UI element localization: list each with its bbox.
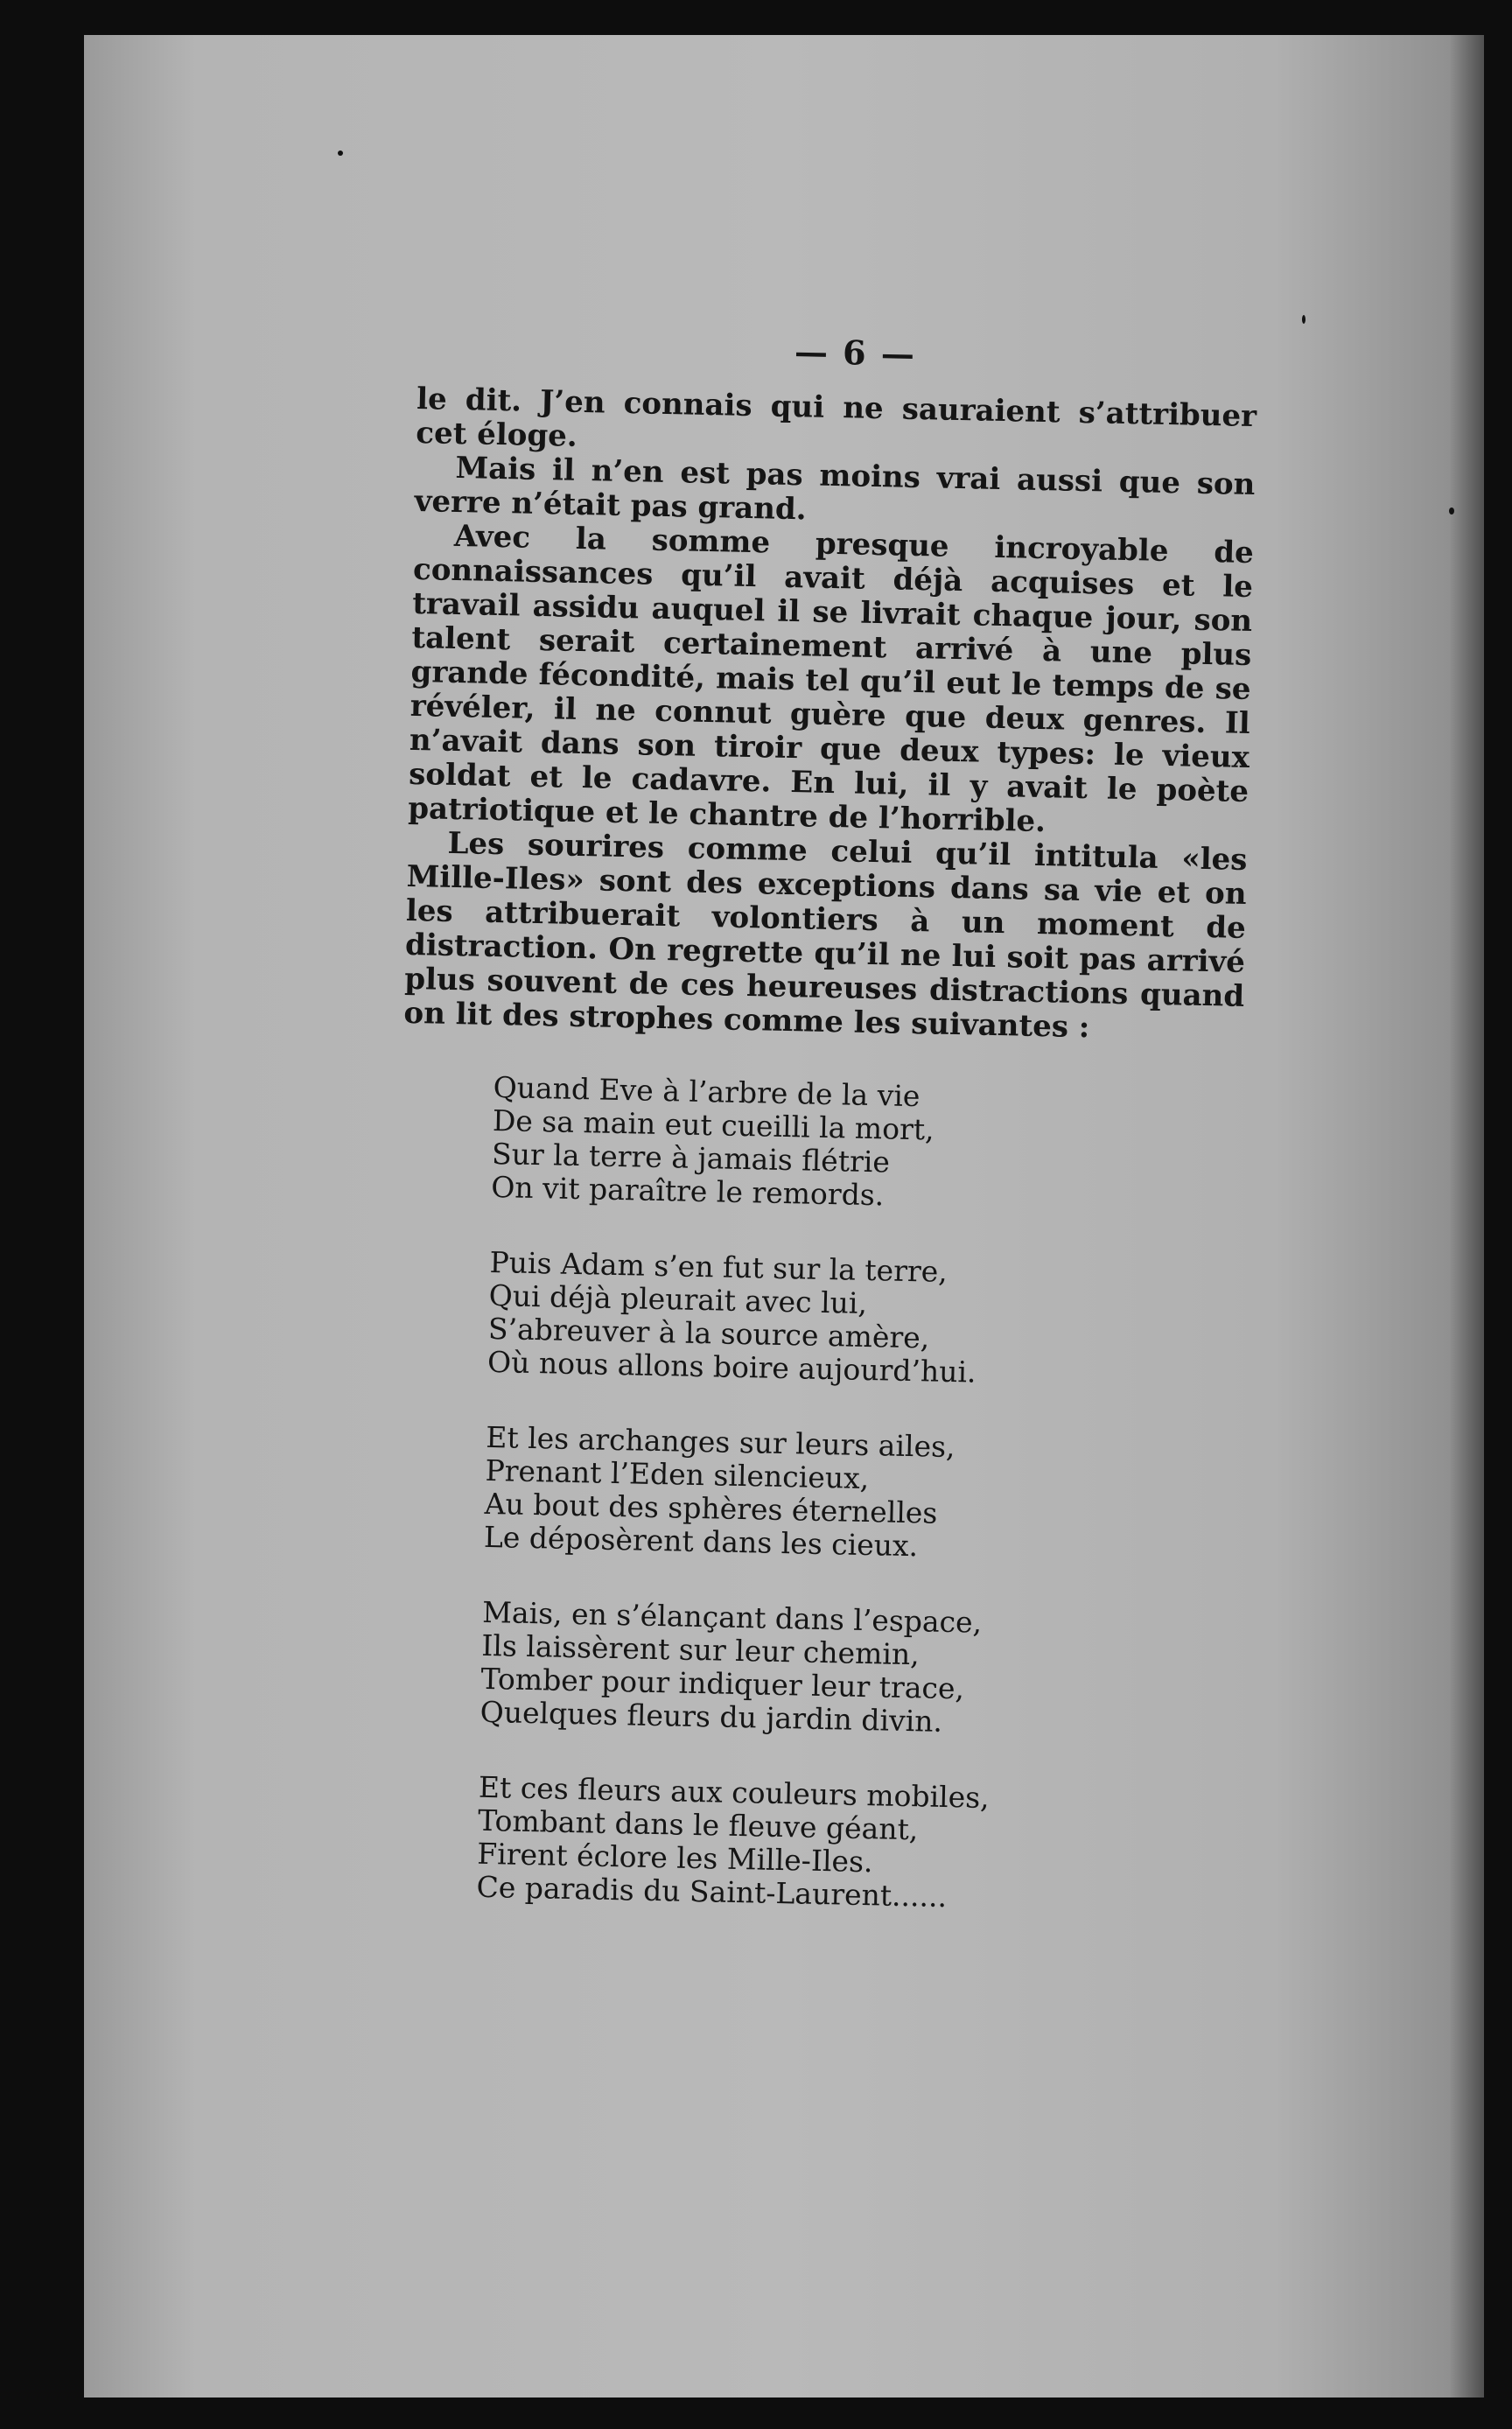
verse-line: On vit paraître le remords. xyxy=(490,1169,885,1213)
dust-speck xyxy=(1302,315,1306,324)
dust-speck xyxy=(1449,508,1454,514)
verse-line: De sa main eut cueilli la mort, xyxy=(492,1102,934,1147)
verse-line: Ce paradis du Saint-Laurent...... xyxy=(476,1869,948,1914)
poem xyxy=(385,1069,1242,1920)
verse-line: Quand Eve à l’arbre de la vie xyxy=(493,1069,920,1114)
verse-line: Qui déjà pleurait avec lui, xyxy=(488,1278,868,1320)
verse-line: Quelques fleurs du jardin divin. xyxy=(480,1694,943,1739)
verse-line: Prenant l’Eden silencieux, xyxy=(485,1452,870,1496)
prose-body xyxy=(403,382,1256,1048)
verse-line: Ils laissèrent sur leur chemin, xyxy=(480,1628,920,1672)
verse-line: Mais, en s’élançant dans l’espace, xyxy=(481,1594,983,1640)
verse-line: Et ces fleurs aux couleurs mobiles, xyxy=(478,1769,990,1816)
page-content xyxy=(384,324,1258,1962)
page-edge-shadow xyxy=(1449,35,1484,2398)
stanza xyxy=(487,1246,1239,1395)
paragraph: Mais il n’en est pas moins vrai aussi que son verre n’était pas grand. xyxy=(414,450,1256,528)
stanza xyxy=(484,1421,1236,1570)
stanza xyxy=(476,1771,1228,1920)
page-number: — 6 — xyxy=(794,332,917,374)
verse-line: Sur la terre à jamais flétrie xyxy=(491,1136,891,1180)
book-page xyxy=(84,35,1484,2398)
verse-line: Et les archanges sur leurs ailes, xyxy=(485,1419,956,1465)
stanza xyxy=(480,1596,1231,1745)
paragraph: le dit. J’en connais qui ne sauraient s’attribuer cet éloge. xyxy=(415,381,1257,454)
dust-speck xyxy=(338,150,343,156)
verse-line: Au bout des sphères éternelles xyxy=(484,1486,938,1530)
stanza xyxy=(491,1071,1242,1220)
verse-line: Le déposèrent dans les cieux. xyxy=(483,1519,919,1564)
verse-line: Puis Adam s’en fut sur la terre, xyxy=(489,1244,948,1289)
verse-line: Tombant dans le fleuve géant, xyxy=(477,1802,919,1847)
verse-line: Où nous allons boire aujourd’hui. xyxy=(486,1344,976,1390)
paragraph: Les sourires comme celui qu’il intitula «les Mille-Iles» sont des exceptions dans sa vie et on les attribuerait volontiers à un moment de distraction. On regrette qu’il ne lui soit pas arrivé plus souvent de ces heureuses distractions quand on lit des strophes comme les suivantes : xyxy=(403,825,1248,1046)
verse-line: Firent éclore les Mille-Iles. xyxy=(476,1836,873,1880)
verse-line: Tomber pour indiquer leur trace, xyxy=(480,1661,965,1706)
paragraph: Avec la somme presque incroyable de connaissances qu’il avait déjà acquises et le travail assidu auquel il se livrait chaque jour, son talent serait certainement arrivé à une plus grande fécondité, mais tel qu’il eut le temps de se révéler, il ne connut guère que deux genres. Il n’avait dans son tiroir que deux types: le vieux soldat et le cadavre. En lui, il y avait le poète patriotique et le chantre de l’horrible. xyxy=(407,518,1255,840)
verse-line: S’abreuver à la source amère, xyxy=(487,1311,930,1355)
